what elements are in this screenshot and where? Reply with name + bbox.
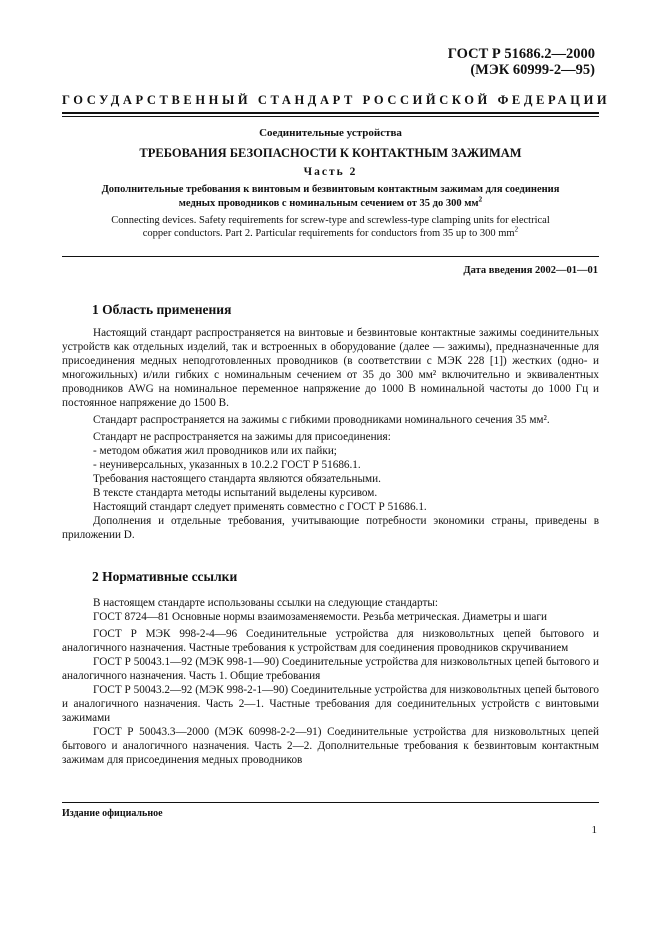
subtitle-line-a: Дополнительные требования к винтовым и безвинтовым контактным зажимам для соединения (101, 184, 560, 195)
english-line-a: Connecting devices. Safety requirements for screw-type and screwless-type clamping units for electrical (111, 215, 550, 226)
title-part: Часть 2 (303, 166, 358, 178)
header-rule-thick (62, 112, 599, 114)
section1-paragraph: Настоящий стандарт следует применять совместно с ГОСТ Р 51686.1. (93, 501, 427, 513)
section2-body (62, 596, 599, 767)
reference-item: ГОСТ Р 50043.2—92 (МЭК 998-2-1—90) Соединительные устройства для низковольтных цепей бытового и аналогичного назначения. Часть 2—1. Частные требования для соединительных устройств с винтовыми зажимами (62, 684, 599, 724)
header-rule-thin (62, 116, 599, 117)
section1-paragraph: Настоящий стандарт распространяется на винтовые и безвинтовые контактные зажимы соединительных устройств как отдельных изделий, так и встроенных в оборудование (далее — зажимы), предназначенные для присоединения медных неподготовленных проводников (в соответствии с МЭК 228 [1]) жестких (одно- и многожильных) и/или гибких с номинальным сечением от 35 до 300 мм² включительно и эквивалентных проводников AWG на номинальное переменное напряжение до 1000 В номинальной частоты до 1000 Гц и постоянное напряжение до 1500 В. (62, 327, 599, 409)
english-sup: 2 (514, 224, 519, 234)
title-line2: ТРЕБОВАНИЯ БЕЗОПАСНОСТИ К КОНТАКТНЫМ ЗАЖИМАМ (139, 146, 522, 160)
section1-body (62, 326, 599, 542)
standard-code-main: ГОСТ Р 51686.2—2000 (447, 46, 595, 62)
title-subtitle (62, 183, 599, 211)
reference-item: ГОСТ 8724—81 Основные нормы взаимозаменяемости. Резьба метрическая. Диаметры и шаги (93, 611, 547, 623)
official-edition-label: Издание официальное (62, 808, 163, 819)
english-title (62, 214, 599, 240)
subtitle-line-b-text: медных проводников с номинальным сечением от 35 до 300 мм (178, 198, 479, 209)
reference-item: ГОСТ Р 50043.1—92 (МЭК 998-1—90) Соединительные устройства для низковольтных цепей бытового и аналогичного назначения. Часть 1. Общие требования (62, 656, 599, 682)
english-line-b-text: copper conductors. Part 2. Particular requirements for conductors from 35 up to 300 mm (142, 228, 515, 239)
footer-rule (62, 802, 599, 803)
page-number: 1 (591, 824, 597, 836)
section1-heading: 1 Область применения (92, 302, 232, 317)
subtitle-sup: 2 (478, 194, 483, 204)
section1-paragraph: В тексте стандарта методы испытаний выделены курсивом. (93, 487, 378, 499)
section2-paragraph: В настоящем стандарте использованы ссылки на следующие стандарты: (93, 597, 438, 609)
section1-list-item: - неуниверсальных, указанных в 10.2.2 ГОСТ Р 51686.1. (93, 459, 361, 471)
subtitle-line-b (62, 194, 599, 211)
title-line1: Соединительные устройства (259, 127, 402, 139)
section1-paragraph: Стандарт распространяется на зажимы с гибкими проводниками номинального сечения 35 мм². (93, 414, 550, 426)
intro-date: Дата введения 2002—01—01 (463, 265, 598, 276)
section1-paragraph: Требования настоящего стандарта являются обязательными. (93, 473, 381, 485)
section1-paragraph: Стандарт не распространяется на зажимы для присоединения: (93, 431, 391, 443)
standard-code-iec: (МЭК 60999-2—95) (470, 62, 595, 78)
section1-list-item: - методом обжатия жил проводников или их пайки; (93, 445, 337, 457)
reference-item: ГОСТ Р 50043.3—2000 (МЭК 60998-2-2—91) Соединительные устройства для низковольтных цепей бытового и аналогичного назначения. Часть 2—2. Дополнительные требования к безвинтовым контактным зажимам для присоединения медных проводников (62, 726, 599, 766)
section1-paragraph: Дополнения и отдельные требования, учитывающие потребности экономики страны, приведены в приложении D. (62, 515, 599, 541)
standard-code (448, 46, 595, 78)
state-standard-line: ГОСУДАРСТВЕННЫЙ СТАНДАРТ РОССИЙСКОЙ ФЕДЕРАЦИИ (62, 93, 611, 107)
reference-item: ГОСТ Р МЭК 998-2-4—96 Соединительные устройства для низковольтных цепей бытового и аналогичного назначения. Частные требования к устройствам для соединения проводников скручиванием (62, 628, 599, 654)
title-rule (62, 256, 599, 257)
english-line-b (62, 224, 599, 240)
section2-heading: 2 Нормативные ссылки (92, 569, 238, 584)
